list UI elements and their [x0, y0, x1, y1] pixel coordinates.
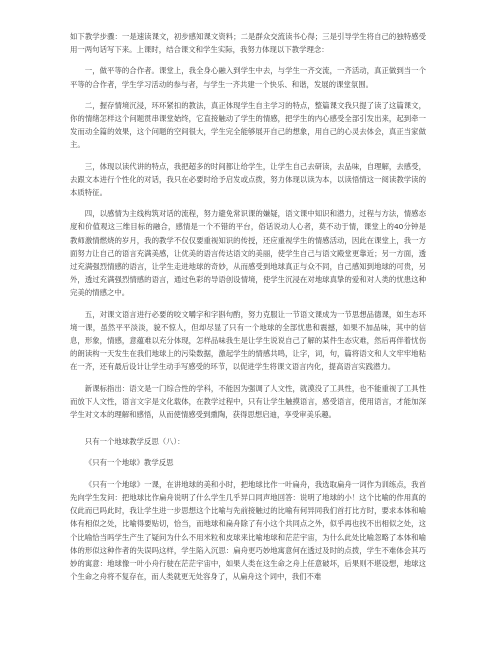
section-title: 只有一个地球教学反思（八）： — [84, 437, 185, 447]
paragraph-principle-3: 三，体现以读代讲的特点，我把超多的时间都让给学生，让学生自己去研读，去品味，自理解，去感受，去跟文本进行个性化的对话，我只在必要时给予启发或点拨，努力体现以读为本，以读悟情这一阅读教学读的本质特征。 — [70, 161, 426, 198]
paragraph-curriculum-standard: 新课标指出：语文是一门综合性的学科，不能因为强调了人文性，就漠没了工具性，也不能重视了工具性而放下人文性，语言文字是文化载体，在教学过程中，只有让学生触摸语言，感受语言，使用语言，才能加深学生对文本的理解和感悟，从而使情感受到熏陶，获得思想启迪，享受审美乐趣。 — [70, 383, 426, 420]
paragraph-principle-2: 二，握存情境沉浸，环环紧扣的教法，真正体现学生自主学习的特点，整篇课文我只提了读了这篇课文，你的情绪怎样这个问题贯串课堂始终，它直接触动了学生的情感，把学生的内心感受全部引发出来，起到牵一发而动全篇的效果，这个问题的空间很大，学生完全能够展开自己的想象，用自己的心灵去体会，真正当家做主。 — [70, 100, 426, 150]
reflection-title: 《只有一个地球》教学反思 — [84, 458, 174, 468]
paragraph-principle-5: 五，对课文语言进行必要的咬文嚼字和字斟句酌，努力克服让一节语文课成为一节思想品德课，如生态环境一课，虽然平平淡淡，貌不惊人，但却尽显了只有一个地球的全部忧患和震撼，如果不加品味，其中的信息，形象，情感，意蕴难以充分体现，怎样品味我生是让学生说说自己了解的某件生态灾难，然后再伴着忧伤的朗读构一天发生在我们地球上的污染数据，激起学生的情感共鸣，让字，词，句，篇将语文和人文牢牢地粘在一齐，还有最后设计让学生动手写感受的环节，以促进学生将课文语言内化，提高语言实践潜力。 — [70, 309, 426, 372]
paragraph-reflection: 《只有一个地球》一课，在讲地球的美和小时，把地球比作一叶扁舟，我选取扁舟一词作为训练点，我首先向学生发问：把地球比作扁舟说明了什么学生几乎异口同声地回答：说明了地球的小！这个比喻的作用真的仅此而已吗此时，我让学生进一步思想这个比喻与先前接触过的比喻有何异同我们首打比方时，要求本体和喻体有相似之处，比喻得要贴切，恰当，而地球和扁舟除了有小这个共同点之外，似乎再也找不出相似之处，这个比喻恰当吗学生产生了疑问为什么不用米粒和皮球来比喻地球和茫茫宇宙，为什么此处比喻忽略了本体和喻体的形似这种作者的失误吗这样，学生陷入沉思：扁舟更巧妙地寓意何在透过及时的点拨，学生不难体会其巧妙的寓意：地球像一叶小舟行驶在茫茫宇宙中，如果人类在这生命之舟上任意破坏，后果则不堪设想，地球这个生命之舟将不复存在，而人类就更无处容身了，从扁舟这个词中，我们不难 — [70, 479, 426, 582]
paragraph-principle-4: 四，以感情为主线构筑对话的流程，努力避免常识课的嫌疑，语文课中知识和潜力，过程与方法，情感态度和价值观这三维目标的融合，感情是一个不错的平台，俗话说动人心者，莫不动于情，课堂上的40分钟是教师激情燃烧的岁月，我的教学不仅仅要重视知识的传授，还应重视学生的情感活动，因此在课堂上，我一方面努力让自己的语言充满美感，让优美的语言传达语文的美丽，使学生自己与语文殿堂更靠近；另一方面，透过充满强烈情感的语言，让学生走进地球的奇妙，从而感受到地球真正与众不同，自己感知到地球的可贵，另外，透过充满强烈情感的语言，通过色彩的导语创设情境，使学生沉浸在对地球真挚的爱和对人类的忧患这种完美的情感之中。 — [70, 209, 426, 298]
intro-paragraph: 如下教学步骤：一是速读课文，初步感知课文资料；二是群众交流读书心得；三是引导学生将自己的独特感受用一两句话写下来。上课时，结合课文和学生实际，我努力体现以下教学理念： — [70, 32, 426, 55]
paragraph-principle-1: 一，做平等的合作者。课堂上，我全身心融入到学生中去，与学生一齐交流，一齐活动，真正做到当一个平等的合作者，学生学习活动的参与者，与学生一齐共建一个快乐、和谐，发展的课堂氛围。 — [70, 66, 426, 89]
